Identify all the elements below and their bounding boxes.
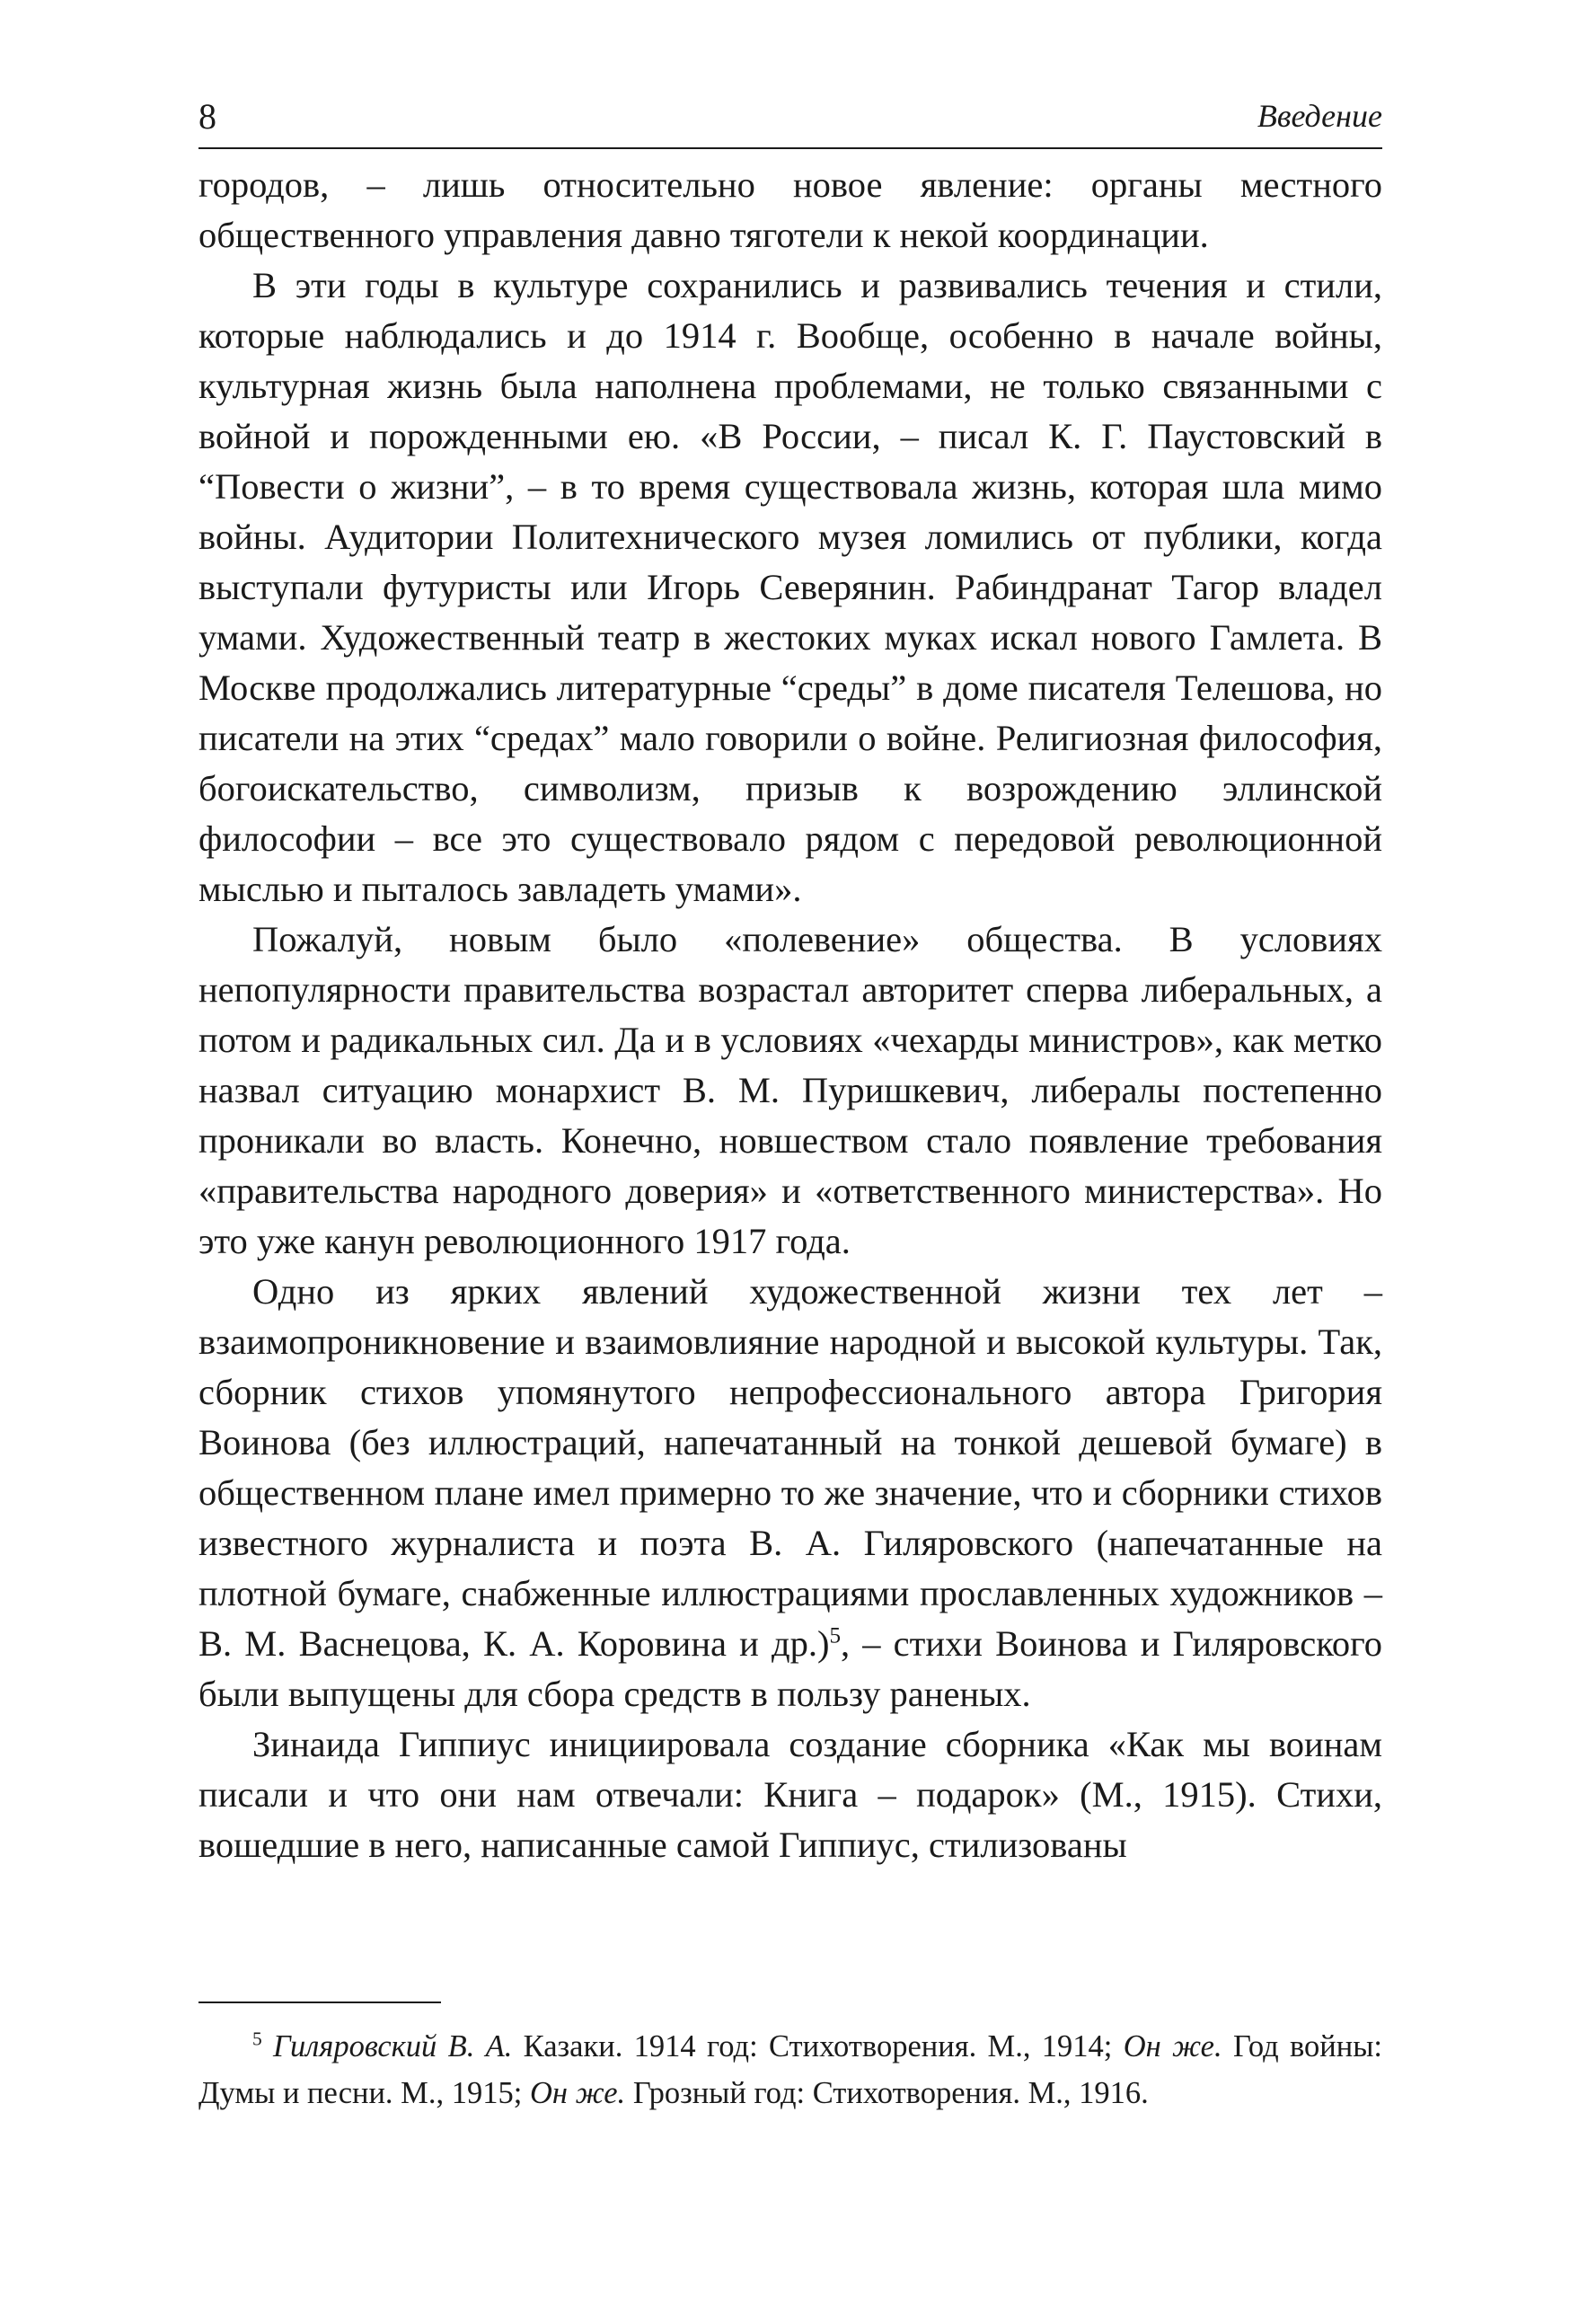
paragraph-text: Одно из ярких явлений художественной жизни тех лет – взаимопроникновение и взаимовлияние народной и высокой культуры. Так, сборник стихов упомянутого непрофессионального автора Григория Воинова (без иллюстраций, напечатанный на тонкой дешевой бумаге) в общественном плане имел примерно то же значение, что и сборники стихов известного журналиста и поэта В. А. Гиляровского (напечатанные на плотной бумаге, снабженные иллюстрациями прославленных художников – В. М. Васнецова, К. А. Коровина и др.) [198,1271,1382,1664]
footnote-text: Казаки. 1914 год: Стихотворения. М., 1914; [512,2029,1124,2063]
footnote-reference: 5 [829,1623,841,1648]
footnote [198,2023,1382,2116]
footnote-marker: 5 [252,2028,262,2050]
running-head: Введение [1257,98,1382,134]
footnotes [198,2001,1382,2116]
paragraph: В эти годы в культуре сохранились и развивались течения и стили, которые наблюдались и до 1914 г. Вообще, особенно в начале войны, культурная жизнь была наполнена проблемами, не только связанными с войной и порожденными ею. «В России, – писал К. Г. Паустовский в “Повести о жизни”, – в то время существовала жизнь, которая шла мимо войны. Аудитории Политехнического музея ломились от публики, когда выступали футуристы или Игорь Северянин. Рабиндранат Тагор владел умами. Художественный театр в жестоких муках искал нового Гамлета. В Москве продолжались литературные “среды” в доме писателя Телешова, но писатели на этих “средах” мало говорили о войне. Религиозная философия, богоискательство, символизм, призыв к возрождению эллинской философии – все это существовало рядом с передовой революционной мыслью и пыталось завладеть умами». [198,265,1382,909]
footnote-divider [198,2001,441,2003]
paragraph-text: , – стихи Воинова и Гиляровского были выпущены для сбора средств в пользу раненых. [198,1623,1382,1714]
footnote-author: Гиляровский В. А. [273,2029,513,2063]
page-header [198,90,1382,149]
book-page [198,90,1382,1870]
footnote-text: Год войны: Думы и песни. М., 1915; [198,2029,1382,2110]
paragraph [198,1267,1382,1719]
paragraph: Зинаида Гиппиус инициировала создание сборника «Как мы воинам писали и что они нам отвечали: Книга – подарок» (М., 1915). Стихи, вошедшие в него, написанные самой Гиппиус, стилизованы [198,1724,1382,1865]
body-text [198,160,1382,1870]
footnote-text: Грозный год: Стихотворения. М., 1916. [625,2076,1149,2110]
footnote-author: Он же. [529,2076,626,2110]
page-number: 8 [198,96,216,137]
paragraph: Пожалуй, новым было «полевение» общества. В условиях непопулярности правительства возрастал авторитет сперва либеральных, а потом и радикальных сил. Да и в условиях «чехарды министров», как метко назвал ситуацию монархист В. М. Пуришкевич, либералы постепенно проникали во власть. Конечно, новшеством стало появление требования «правительства народного доверия» и «ответственного министерства». Но это уже канун революционного 1917 года. [198,919,1382,1261]
footnote-author: Он же. [1123,2029,1222,2063]
paragraph-continuation: городов, – лишь относительно новое явление: органы местного общественного управления давно тяготели к некой координации. [198,164,1382,255]
